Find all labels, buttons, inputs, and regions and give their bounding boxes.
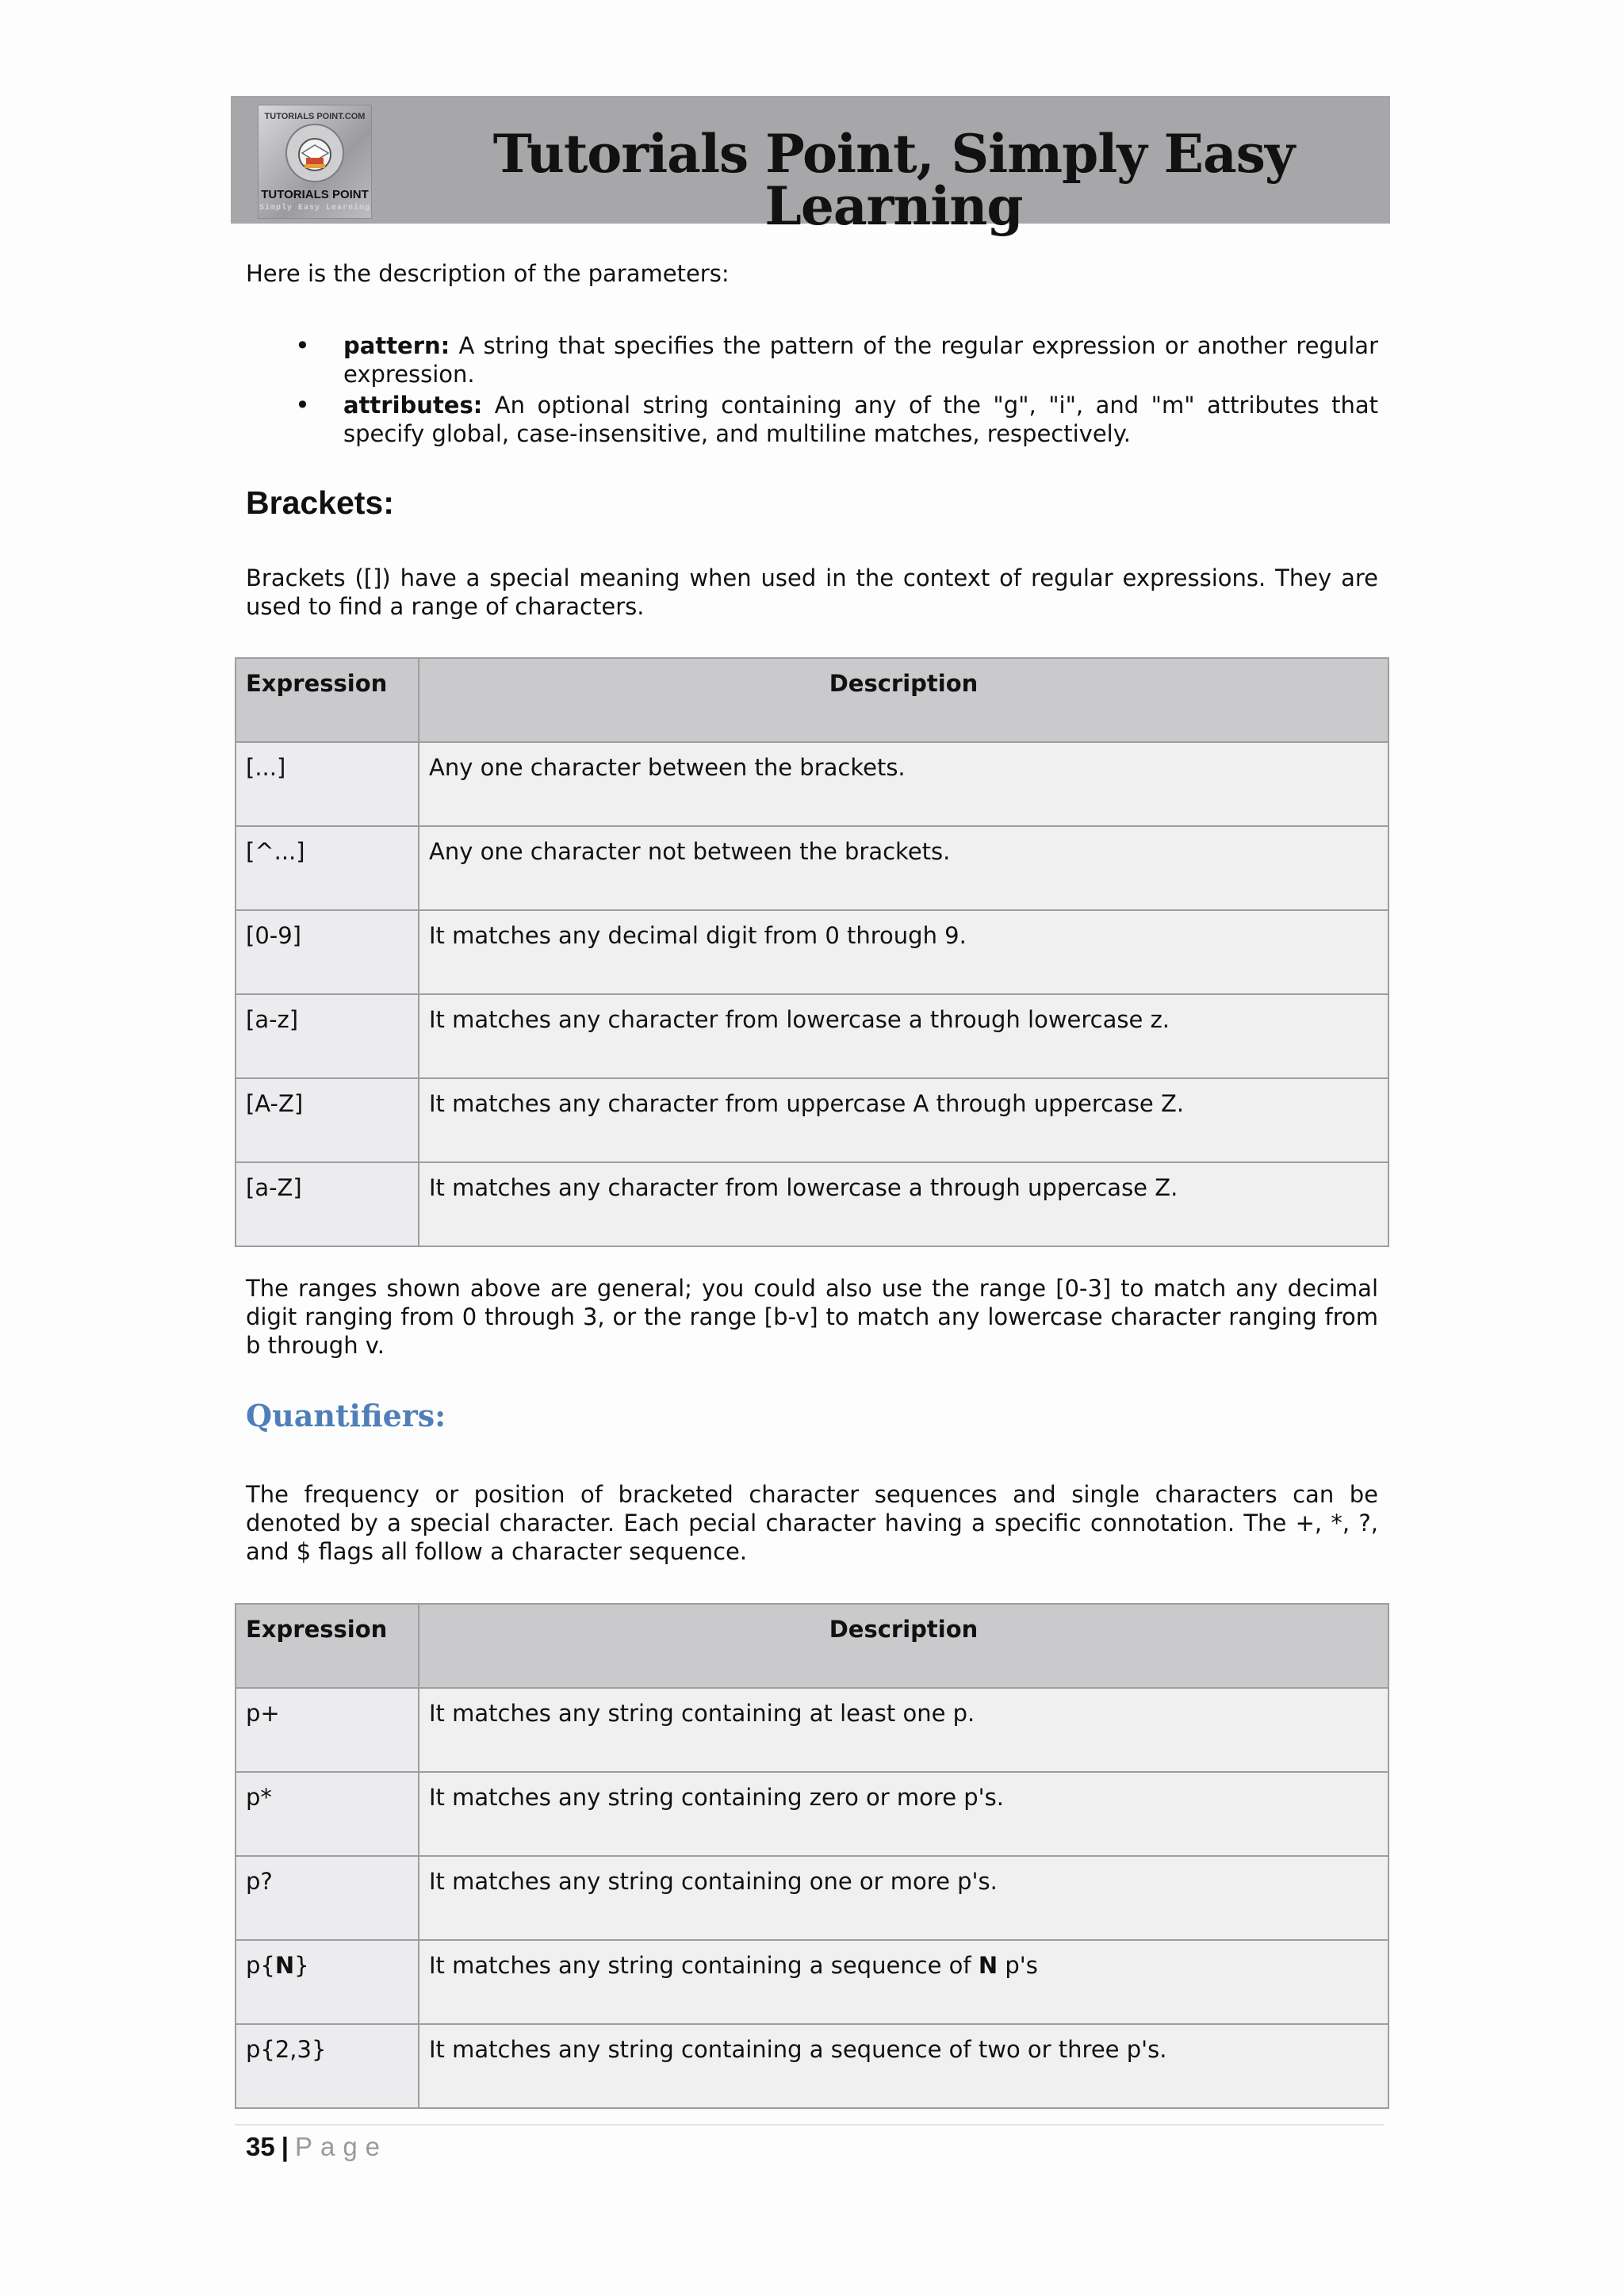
table-row bbox=[236, 1078, 1388, 1162]
header-title: Tutorials Point, Simply Easy Learning bbox=[492, 123, 1295, 237]
brackets-table bbox=[235, 657, 1389, 1247]
expression-cell: p{2,3} bbox=[236, 2024, 419, 2108]
desc-bold: N bbox=[978, 1952, 998, 1979]
param-pattern bbox=[343, 331, 1378, 388]
description-cell: It matches any string containing at least one p. bbox=[419, 1688, 1388, 1772]
brackets-heading: Brackets: bbox=[246, 484, 394, 521]
description-cell: Any one character not between the brackets. bbox=[419, 826, 1388, 910]
quantifiers-table bbox=[235, 1603, 1389, 2109]
column-header-description: Description bbox=[419, 658, 1388, 742]
column-header-description: Description bbox=[419, 1604, 1388, 1688]
expression-cell: [0-9] bbox=[236, 910, 419, 994]
logo-tagline: Simply Easy Learning bbox=[259, 204, 371, 212]
page-label: Page bbox=[294, 2132, 389, 2161]
expression-cell: [a-Z] bbox=[236, 1162, 419, 1246]
page-number: 35 bbox=[246, 2132, 275, 2161]
table-row bbox=[236, 826, 1388, 910]
desc-text: It matches any string containing a sequence of bbox=[429, 1952, 979, 1979]
description-cell: It matches any string containing one or more p's. bbox=[419, 1856, 1388, 1940]
intro-text: Here is the description of the parameters: bbox=[246, 260, 730, 287]
brackets-paragraph: Brackets ([]) have a special meaning when used in the context of regular expressions. They are used to find a range of characters. bbox=[246, 564, 1378, 620]
footer-divider bbox=[235, 2124, 1385, 2126]
description-cell: It matches any character from uppercase A through uppercase Z. bbox=[419, 1078, 1388, 1162]
param-term: attributes: bbox=[343, 392, 483, 419]
table-row bbox=[236, 1162, 1388, 1246]
description-cell: It matches any character from lowercase a through uppercase Z. bbox=[419, 1162, 1388, 1246]
param-text: A string that specifies the pattern of the regular expression or another regular expression. bbox=[343, 332, 1378, 388]
logo-arc-text: TUTORIALS POINT.COM bbox=[264, 112, 366, 121]
param-attributes bbox=[343, 391, 1378, 448]
expression-cell bbox=[236, 1940, 419, 2024]
table-row bbox=[236, 742, 1388, 826]
table-row bbox=[236, 2024, 1388, 2108]
bullet-dot: • bbox=[295, 331, 310, 361]
description-cell: It matches any string containing zero or more p's. bbox=[419, 1772, 1388, 1856]
table-row bbox=[236, 1772, 1388, 1856]
description-cell: It matches any string containing a sequence of two or three p's. bbox=[419, 2024, 1388, 2108]
page-header bbox=[231, 96, 1390, 237]
ranges-paragraph: The ranges shown above are general; you could also use the range [0-3] to match any decimal digit ranging from 0 through 3, or the range [b-v] to match any lowercase character ranging from b through v. bbox=[246, 1275, 1378, 1359]
column-header-expression: Expression bbox=[236, 1604, 419, 1688]
bullet-dot: • bbox=[295, 390, 310, 420]
expr-text: p{ bbox=[246, 1952, 275, 1979]
tutorials-point-logo bbox=[258, 105, 372, 219]
table-header-row bbox=[236, 658, 1388, 742]
table-header-row bbox=[236, 1604, 1388, 1688]
param-text: An optional string containing any of the "g", "i", and "m" attributes that specify global, case-insensitive, and multiline matches, respectively. bbox=[343, 392, 1378, 447]
table-row bbox=[236, 994, 1388, 1078]
description-cell bbox=[419, 1940, 1388, 2024]
table-row bbox=[236, 1940, 1388, 2024]
description-cell: Any one character between the brackets. bbox=[419, 742, 1388, 826]
table-row bbox=[236, 1856, 1388, 1940]
expression-cell: [a-z] bbox=[236, 994, 419, 1078]
param-term: pattern: bbox=[343, 332, 450, 359]
quantifiers-paragraph: The frequency or position of bracketed character sequences and single characters can be denoted by a special character. Each pecial character having a specific connotation. The +, *, ?, and $ flags all follow a character sequence. bbox=[246, 1481, 1378, 1565]
logo-name: TUTORIALS POINT bbox=[261, 188, 369, 201]
expression-cell: [...] bbox=[236, 742, 419, 826]
footer-separator: | bbox=[281, 2132, 289, 2161]
expression-cell: p* bbox=[236, 1772, 419, 1856]
table-row bbox=[236, 910, 1388, 994]
expr-text: } bbox=[294, 1952, 309, 1979]
desc-text: p's bbox=[998, 1952, 1038, 1979]
expression-cell: p? bbox=[236, 1856, 419, 1940]
expression-cell: [A-Z] bbox=[236, 1078, 419, 1162]
expr-bold: N bbox=[274, 1952, 295, 1979]
expression-cell: p+ bbox=[236, 1688, 419, 1772]
quantifiers-heading: Quantifiers: bbox=[246, 1398, 446, 1433]
description-cell: It matches any decimal digit from 0 through 9. bbox=[419, 910, 1388, 994]
description-cell: It matches any character from lowercase a through lowercase z. bbox=[419, 994, 1388, 1078]
page-footer bbox=[246, 2131, 388, 2163]
table-row bbox=[236, 1688, 1388, 1772]
column-header-expression: Expression bbox=[236, 658, 419, 742]
expression-cell: [^...] bbox=[236, 826, 419, 910]
